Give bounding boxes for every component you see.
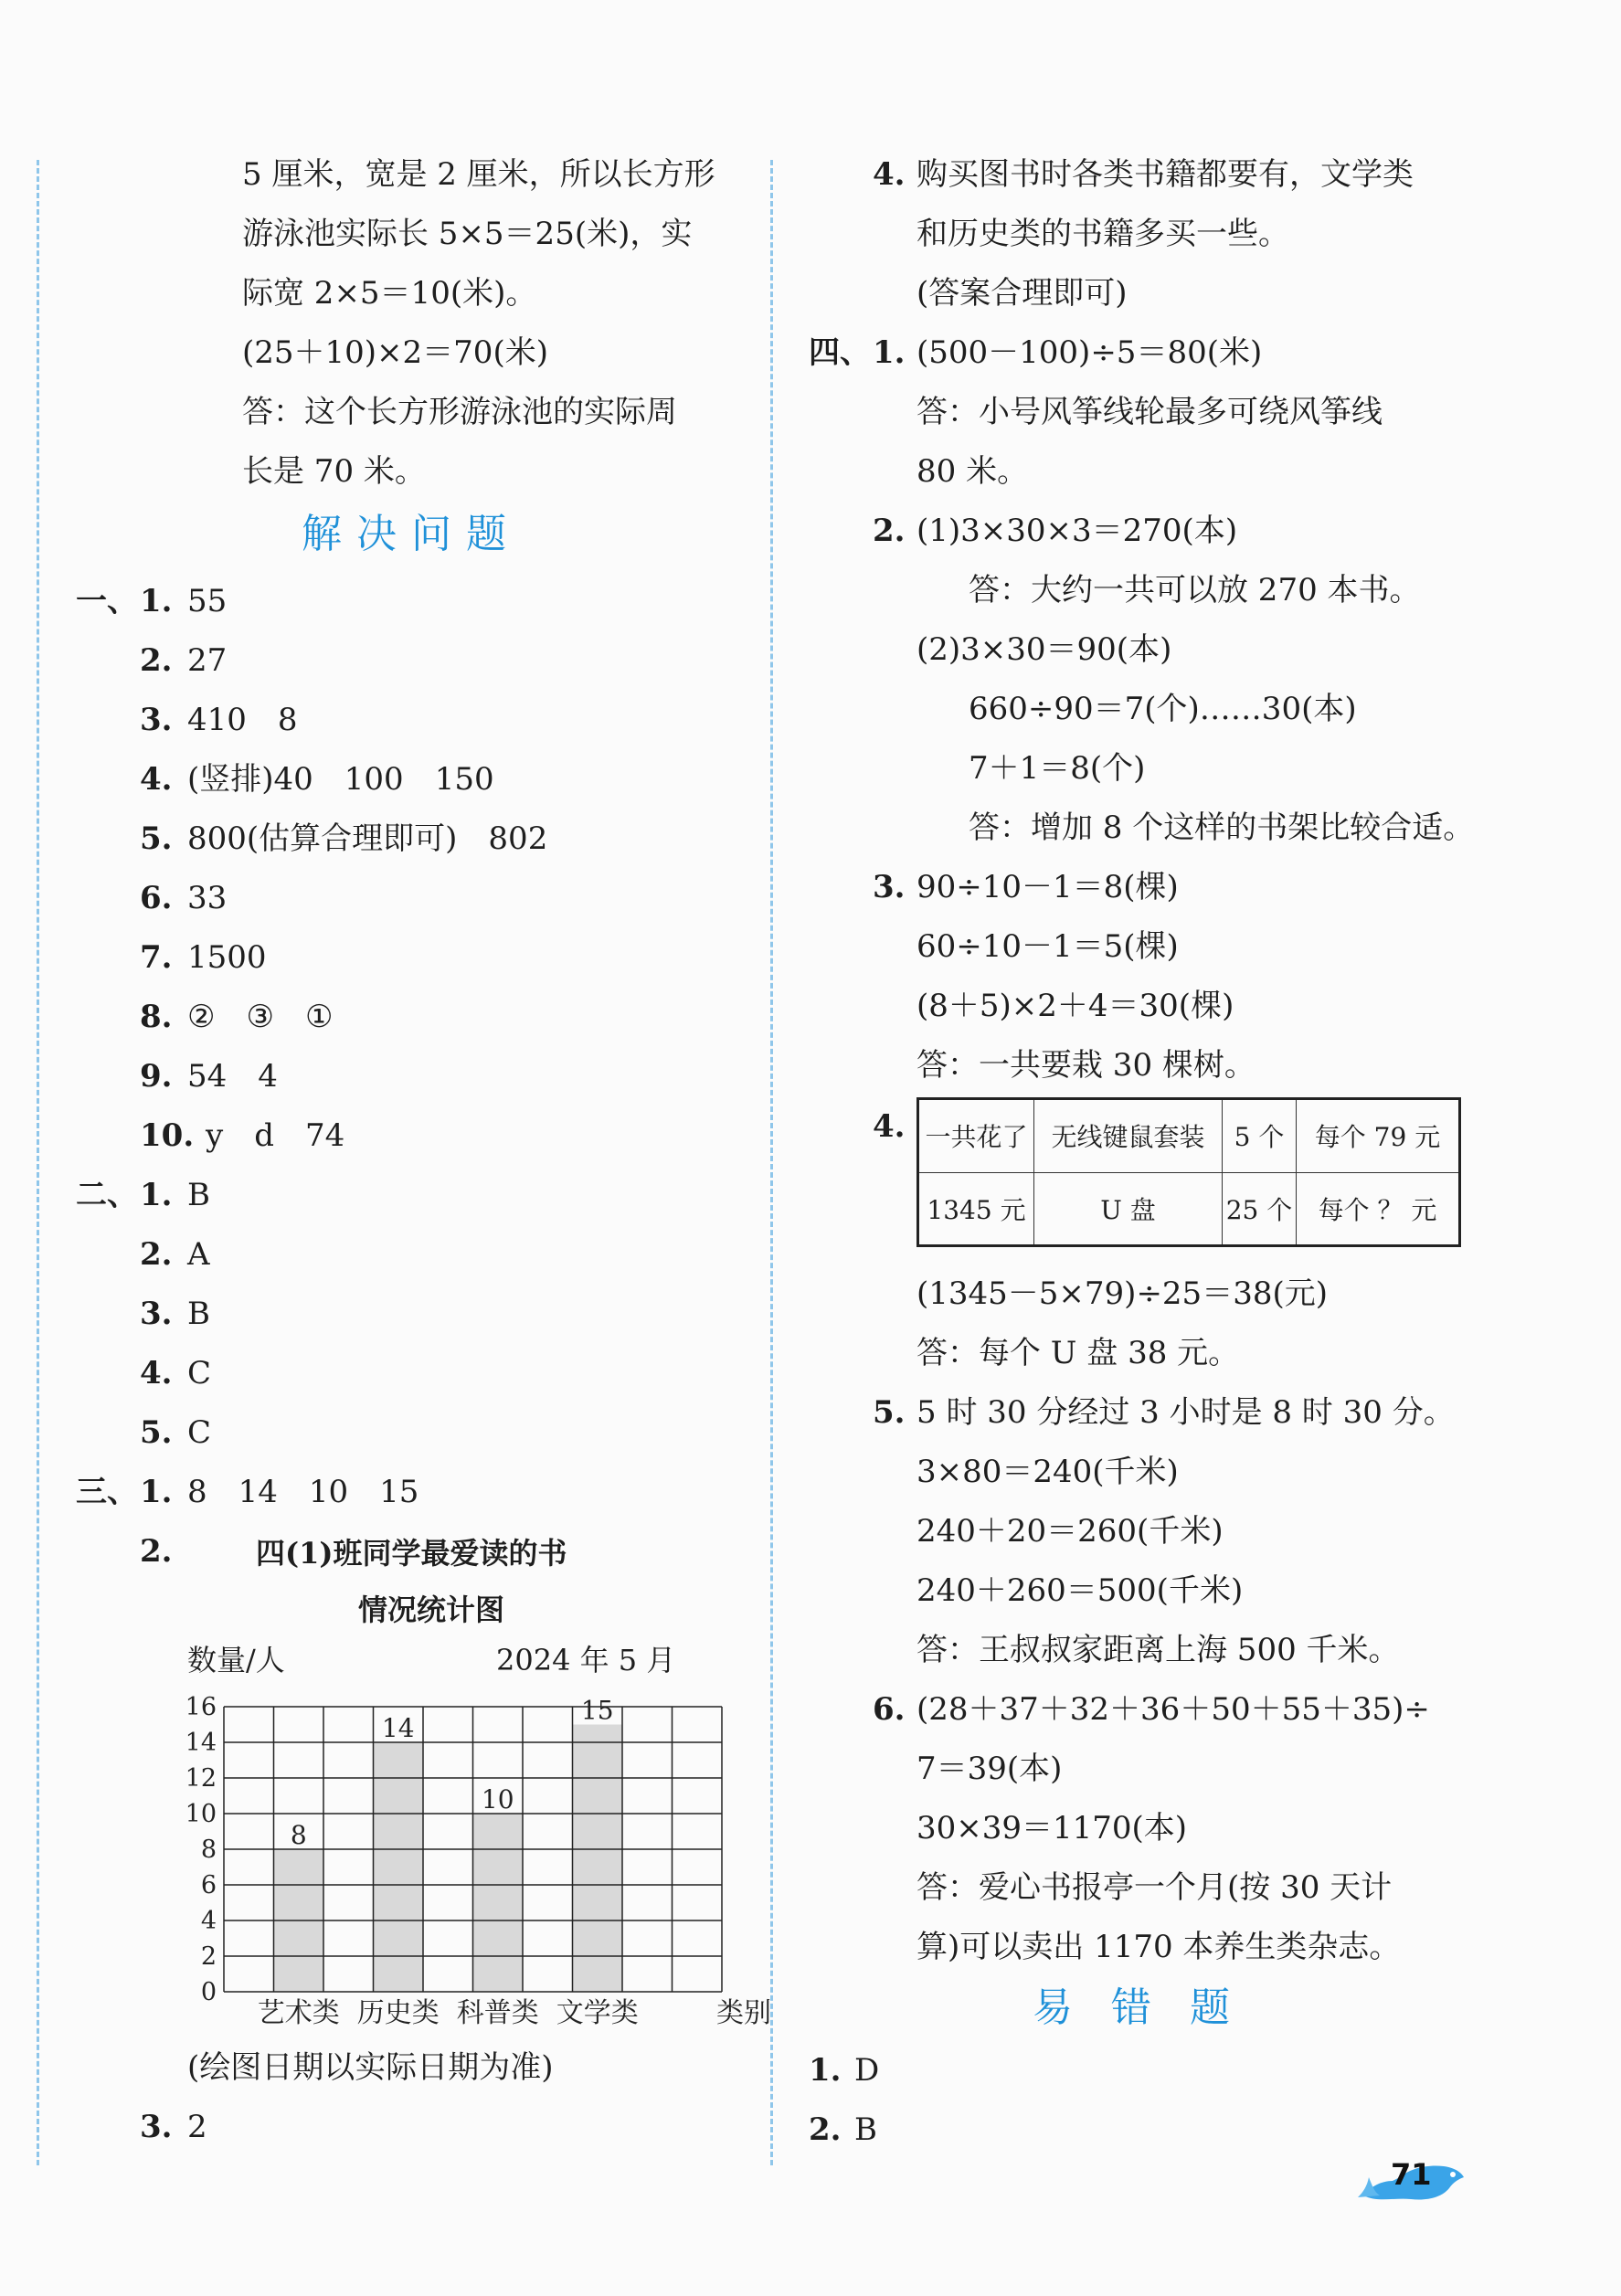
- part4-q5-line-2: 3×80＝240(千米): [916, 1454, 1179, 1490]
- left-continued-line-4: (25＋10)×2＝70(米): [242, 334, 548, 371]
- part2-q1-number: 1.: [140, 1177, 173, 1213]
- part4-q3-line-2: 60÷10－1＝5(棵): [916, 928, 1179, 965]
- part4-q5-number: 5.: [873, 1394, 906, 1431]
- part2-q3-number: 3.: [140, 1296, 173, 1332]
- part4-q4-line-2: 答：每个 U 盘 38 元。: [916, 1335, 1240, 1371]
- part4-q3-line-1: 90÷10－1＝8(棵): [916, 869, 1179, 905]
- part-four-label: 四、: [809, 334, 871, 371]
- chart-bar-2: [374, 1742, 424, 1992]
- table-item-price: 每个 79 元: [1297, 1099, 1460, 1173]
- left-continued-line-1: 5 厘米，宽是 2 厘米，所以长方形: [242, 156, 715, 193]
- part3-q3-number: 3.: [140, 2109, 173, 2145]
- part4-q6-line-3: 30×39＝1170(本): [916, 1810, 1188, 1846]
- part4-q1-number: 1.: [873, 334, 906, 371]
- section-title-problem-solving: 解决问题: [302, 511, 521, 557]
- part4-q3-line-4: 答：一共要栽 30 棵树。: [916, 1047, 1255, 1084]
- chart-category-label-1: 艺术类: [257, 1997, 340, 2029]
- part1-q10-answer: y d 74: [206, 1117, 345, 1154]
- table-spent-amount: 1345 元: [918, 1172, 1034, 1246]
- part3-q4-line-1: 购买图书时各类书籍都要有，文学类: [916, 156, 1414, 193]
- part1-q6-answer: 33: [187, 880, 228, 916]
- page-number-badge: [1354, 2150, 1466, 2205]
- left-continued-line-2: 游泳池实际长 5×5＝25(米)，实: [242, 216, 693, 252]
- section-title-common-errors: 易错题: [1033, 1984, 1268, 2031]
- chart-y-tick-label: 6: [200, 1871, 217, 1899]
- chart-y-tick-label: 8: [200, 1836, 217, 1864]
- part4-q6-number: 6.: [873, 1691, 906, 1728]
- error-q2-answer: B: [854, 2111, 877, 2148]
- table-spent-label: 一共花了: [918, 1099, 1034, 1173]
- chart-bar-4: [573, 1725, 623, 1993]
- left-continued-line-5: 答：这个长方形游泳池的实际周: [242, 394, 677, 430]
- table-item-price: 每个 ？ 元: [1297, 1172, 1460, 1246]
- chart-category-label-2: 历史类: [356, 1997, 440, 2029]
- part4-q2-line-4: 660÷90＝7(个)……30(本): [969, 691, 1357, 727]
- part4-q2-line-5: 7＋1＝8(个): [969, 750, 1146, 787]
- chart-date: 2024 年 5 月: [496, 1643, 676, 1677]
- bar-chart: [174, 1690, 771, 2029]
- part3-q2-number: 2.: [140, 1533, 173, 1570]
- chart-data-label-4: 15: [580, 1695, 614, 1726]
- chart-y-tick-label: 10: [185, 1800, 217, 1828]
- left-continued-line-6: 长是 70 米。: [242, 453, 426, 490]
- chart-data-label-3: 10: [481, 1784, 514, 1815]
- part-two-label: 二、: [76, 1177, 138, 1213]
- part1-q5-number: 5.: [140, 820, 173, 857]
- table-item-name: U 盘: [1034, 1172, 1223, 1246]
- part2-q2-number: 2.: [140, 1236, 173, 1273]
- chart-data-label-1: 8: [290, 1820, 307, 1850]
- part4-q5-line-4: 240＋260＝500(千米): [916, 1572, 1244, 1609]
- part3-q1-number: 1.: [140, 1474, 173, 1510]
- part2-q4-number: 4.: [140, 1355, 173, 1391]
- chart-y-tick-label: 14: [185, 1729, 217, 1757]
- part4-q6-line-5: 算)可以卖出 1170 本养生类杂志。: [916, 1929, 1401, 1965]
- table-item-count: 5 个: [1223, 1099, 1297, 1173]
- chart-bar-3: [473, 1814, 524, 1992]
- part1-q2-number: 2.: [140, 642, 173, 679]
- part-three-label: 三、: [76, 1474, 138, 1510]
- part4-q2-line-2: 答：大约一共可以放 270 本书。: [969, 572, 1421, 608]
- part3-q4-line-2: 和历史类的书籍多买一些。: [916, 216, 1289, 252]
- part1-q3-answer: 410 8: [187, 702, 298, 738]
- table-item-count: 25 个: [1223, 1172, 1297, 1246]
- part4-q1-line-2: 答：小号风筝线轮最多可绕风筝线: [916, 394, 1383, 430]
- center-divider-dashed-line: [770, 160, 773, 2165]
- part1-q5-answer: 800(估算合理即可) 802: [187, 820, 548, 857]
- part2-q3-answer: B: [187, 1296, 210, 1332]
- part1-q9-number: 9.: [140, 1058, 173, 1095]
- part1-q4-answer: (竖排)40 100 150: [187, 761, 494, 798]
- chart-y-tick-label: 2: [200, 1942, 217, 1971]
- part1-q3-number: 3.: [140, 702, 173, 738]
- part4-q2-number: 2.: [873, 513, 906, 549]
- part3-q3-answer: 2: [187, 2109, 207, 2145]
- part4-q6-line-1: (28＋37＋32＋36＋50＋55＋35)÷: [916, 1691, 1430, 1728]
- part1-q1-number: 1.: [140, 583, 173, 619]
- part4-q5-line-1: 5 时 30 分经过 3 小时是 8 时 30 分。: [916, 1394, 1455, 1431]
- part-one-label: 一、: [76, 583, 138, 619]
- part1-q9-answer: 54 4: [187, 1058, 278, 1095]
- part1-q8-number: 8.: [140, 999, 173, 1035]
- part4-q2-line-3: (2)3×30＝90(本): [916, 631, 1172, 668]
- chart-y-axis-label: 数量/人: [187, 1643, 285, 1677]
- part4-q6-line-2: 7＝39(本): [916, 1751, 1063, 1787]
- chart-y-tick-label: 0: [200, 1978, 217, 2006]
- chart-category-label-4: 文学类: [556, 1997, 639, 2029]
- part4-q3-number: 3.: [873, 869, 906, 905]
- chart-title-line-2: 情况统计图: [358, 1592, 505, 1627]
- part1-q6-number: 6.: [140, 880, 173, 916]
- part4-q4-line-1: (1345－5×79)÷25＝38(元): [916, 1275, 1328, 1312]
- part1-q7-number: 7.: [140, 939, 173, 976]
- part2-q5-number: 5.: [140, 1414, 173, 1451]
- part4-q6-line-4: 答：爱心书报亭一个月(按 30 天计: [916, 1869, 1393, 1906]
- table-item-name: 无线键鼠套装: [1034, 1099, 1223, 1173]
- part1-q7-answer: 1500: [187, 939, 267, 976]
- part2-q1-answer: B: [187, 1177, 210, 1213]
- part4-q1-line-3: 80 米。: [916, 453, 1029, 490]
- part1-q1-answer: 55: [187, 583, 228, 619]
- part1-q2-answer: 27: [187, 642, 228, 679]
- part3-q1-answer: 8 14 10 15: [187, 1474, 419, 1510]
- part4-q5-line-3: 240＋20＝260(千米): [916, 1513, 1224, 1550]
- chart-category-label-3: 科普类: [456, 1997, 539, 2029]
- chart-y-tick-label: 12: [185, 1764, 217, 1793]
- error-q2-number: 2.: [809, 2111, 842, 2148]
- left-continued-line-3: 际宽 2×5＝10(米)。: [242, 275, 537, 312]
- part4-q3-line-3: (8＋5)×2＋4＝30(棵): [916, 988, 1234, 1024]
- chart-y-tick-label: 16: [185, 1693, 217, 1721]
- part4-q1-line-1: (500－100)÷5＝80(米): [916, 334, 1263, 371]
- part1-q10-number: 10.: [140, 1117, 195, 1154]
- part3-q4-number: 4.: [873, 156, 906, 193]
- part2-q2-answer: A: [187, 1236, 210, 1273]
- chart-y-tick-label: 4: [200, 1907, 217, 1935]
- part4-q2-line-1: (1)3×30×3＝270(本): [916, 513, 1238, 549]
- part2-q5-answer: C: [187, 1414, 212, 1451]
- error-q1-answer: D: [854, 2052, 880, 2089]
- chart-x-axis-label: 类别: [716, 1997, 771, 2029]
- error-q1-number: 1.: [809, 2052, 842, 2089]
- part4-q4-number: 4.: [873, 1108, 906, 1145]
- chart-data-label-2: 14: [381, 1713, 415, 1743]
- shopping-table: [916, 1097, 1461, 1247]
- part1-q4-number: 4.: [140, 761, 173, 798]
- part3-q4-line-3: (答案合理即可): [916, 275, 1128, 312]
- left-margin-dashed-line: [37, 160, 39, 2165]
- chart-title-line-1: 四(1)班同学最爱读的书: [256, 1536, 567, 1571]
- part4-q5-line-5: 答：王叔叔家距离上海 500 千米。: [916, 1632, 1400, 1668]
- page-number: 71: [1391, 2157, 1432, 2192]
- chart-note: (绘图日期以实际日期为准): [187, 2049, 554, 2086]
- part4-q2-line-6: 答：增加 8 个这样的书架比较合适。: [969, 809, 1475, 846]
- part2-q4-answer: C: [187, 1355, 212, 1391]
- part1-q8-answer: ② ③ ①: [187, 999, 334, 1035]
